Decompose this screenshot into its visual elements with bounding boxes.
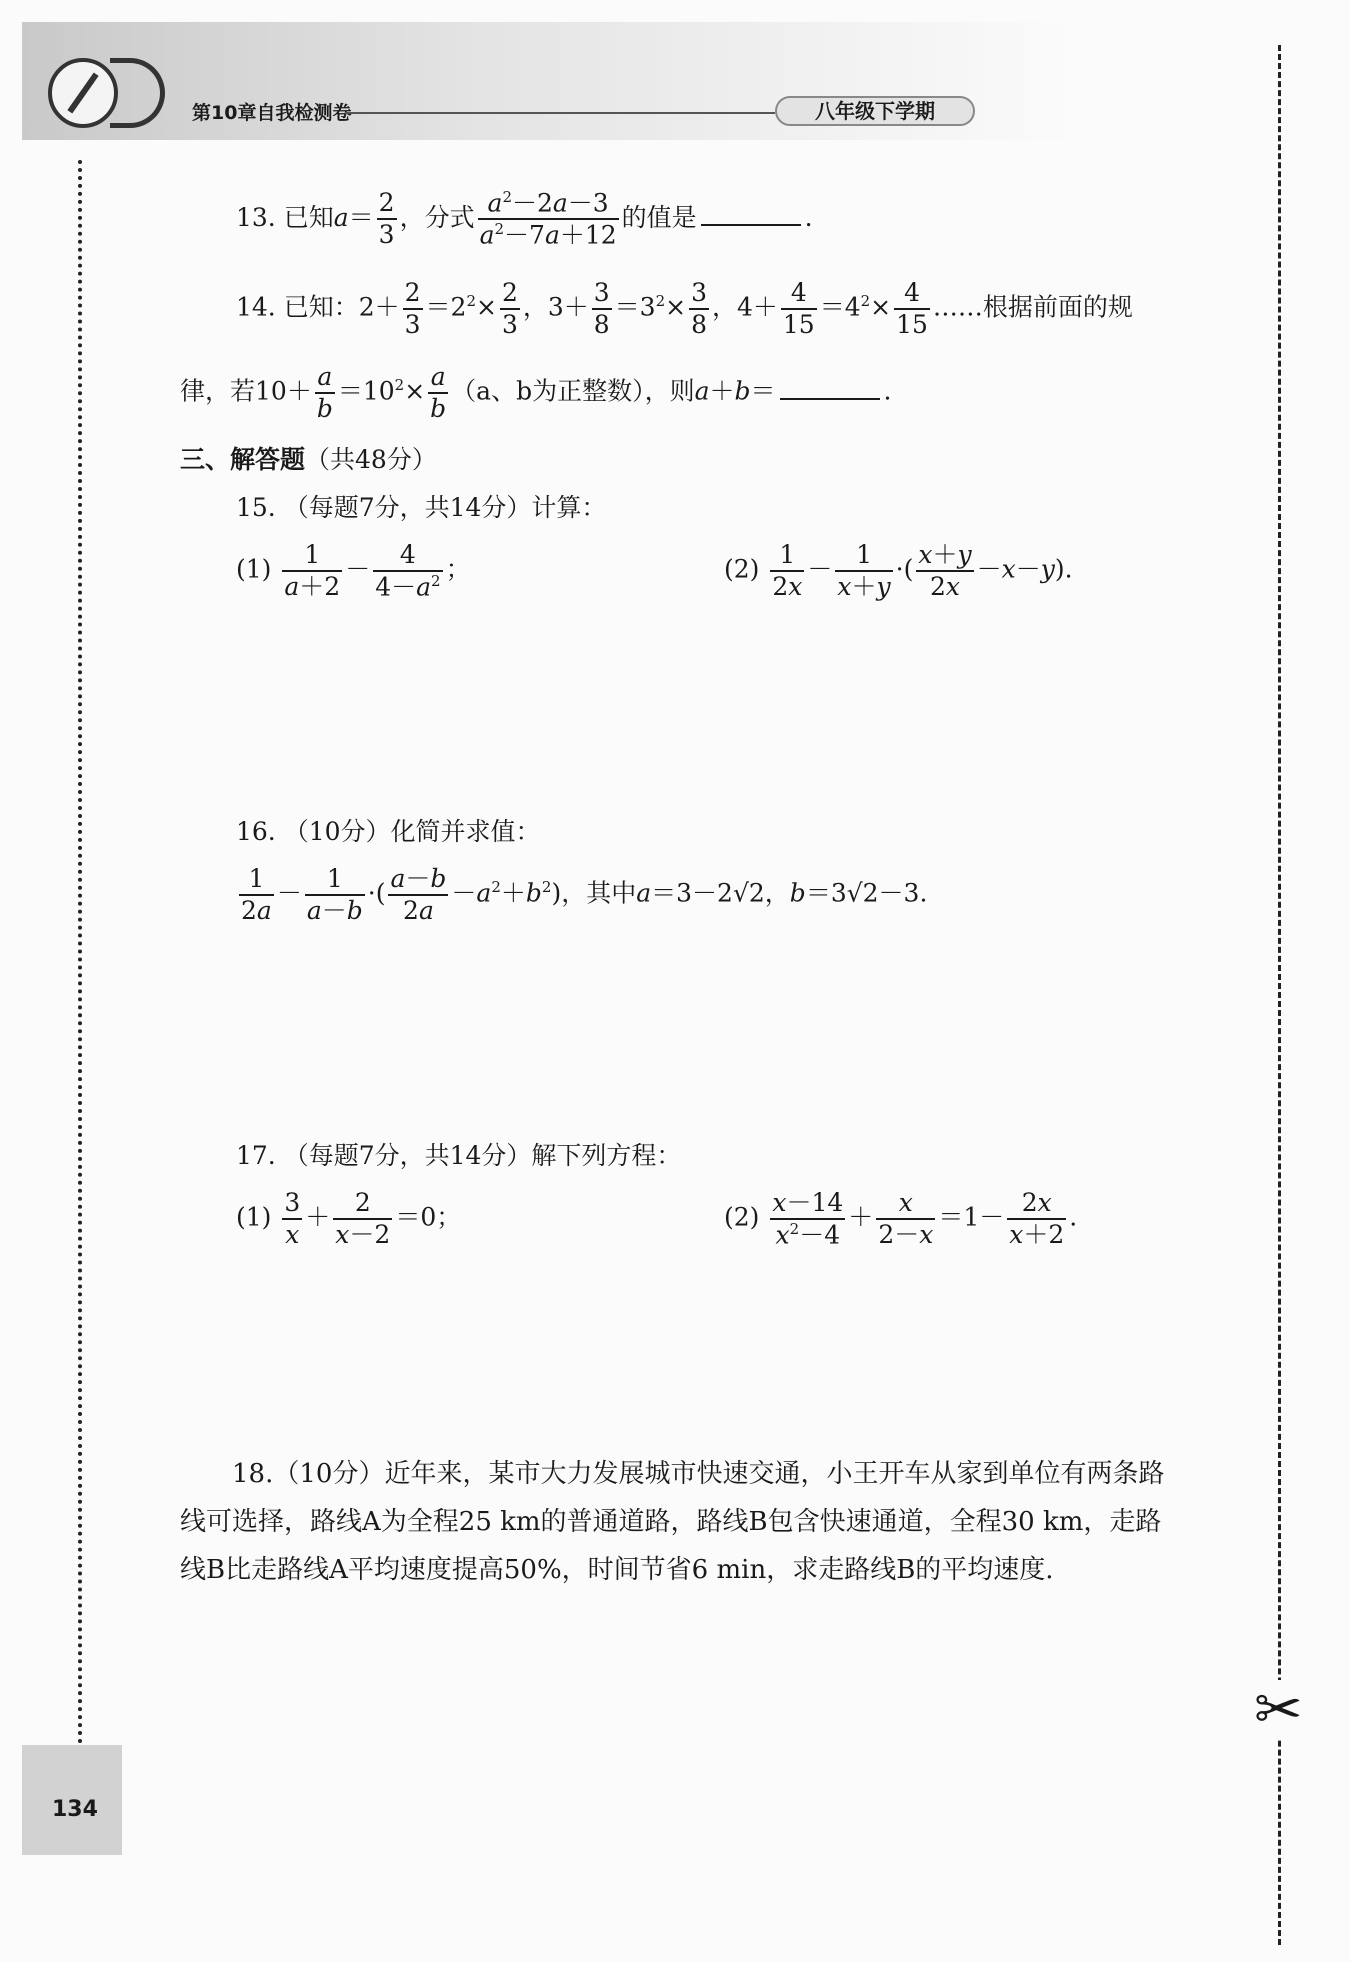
question-17: 17. （每题7分，共14分）解下列方程： (236, 1141, 682, 1170)
question-17-part1: (1) $\frac{3}{x}$ ＋ $\frac{2}{x-2}$ ＝0； (236, 1188, 462, 1249)
page-number: 134 (52, 1797, 98, 1822)
grade-label: 八年级下学期 (775, 96, 975, 126)
section-title: 三、解答题（共48分） (180, 445, 437, 474)
header-rule (345, 112, 775, 114)
chapter-title: 第10章自我检测卷 (192, 102, 352, 124)
question-15-part2: (2) $\frac{1}{2x}$ － $\frac{1}{x+y}$ ·( $\frac{x+y}{2x}$ －x－y). (724, 540, 1073, 601)
question-14: 14. 已知：2＋ $\frac{2}{3}$ $=2^2\times$ $\frac{2}{3}$ ，3＋ $\frac{3}{8}$ $=3^2\times$ $\frac{3}{8}$ ，4＋ $\frac{4}{15}$ $=4^2\times$ $\frac{4}{15}$ ……根据前面的规 (236, 278, 1133, 339)
binding-dotted-line (78, 160, 82, 1745)
question-13: 13. 已知a＝ $\frac{2}{3}$ ，分式 $\frac{a^2-2a-3}{a^2-7a+12}$ 的值是 . (236, 188, 813, 250)
question-16-expression: $\frac{1}{2a}$ － $\frac{1}{a-b}$ ·( $\frac{a-b}{2a}$ $-a^2+b^2$)，其中a＝3－2√2，b＝3√2－3. (241, 864, 928, 925)
answer-blank (701, 224, 801, 226)
question-18: 18.（10分）近年来，某市大力发展城市快速交通，小王开车从家到单位有两条路线可选择，路线A为全程25 km的普通道路，路线B包含快速通道，全程30 km，走路线B比走路线A平均速度提高50%，时间节省6 min，求走路线B的平均速度. (180, 1459, 1165, 1585)
question-17-part2: (2) $\frac{x-14}{x^2-4}$ ＋ $\frac{x}{2-x}$ ＝1－ $\frac{2x}{x+2}$ . (724, 1188, 1078, 1250)
question-15-part1: (1) $\frac{1}{a+2}$ － $\frac{4}{4-a^2}$ ； (236, 540, 471, 602)
scissors-icon: ✂ (1254, 1675, 1303, 1743)
question-15: 15. （每题7分，共14分）计算： (236, 493, 607, 522)
answer-blank (780, 398, 880, 400)
cut-dashed-line (1278, 45, 1281, 1945)
question-16: 16. （10分）化简并求值： (236, 817, 541, 846)
question-14-line2: 律，若10＋ $\frac{a}{b}$ $=10^2\times$ $\frac{a}{b}$ （a、b为正整数），则a＋b＝ . (180, 362, 892, 423)
